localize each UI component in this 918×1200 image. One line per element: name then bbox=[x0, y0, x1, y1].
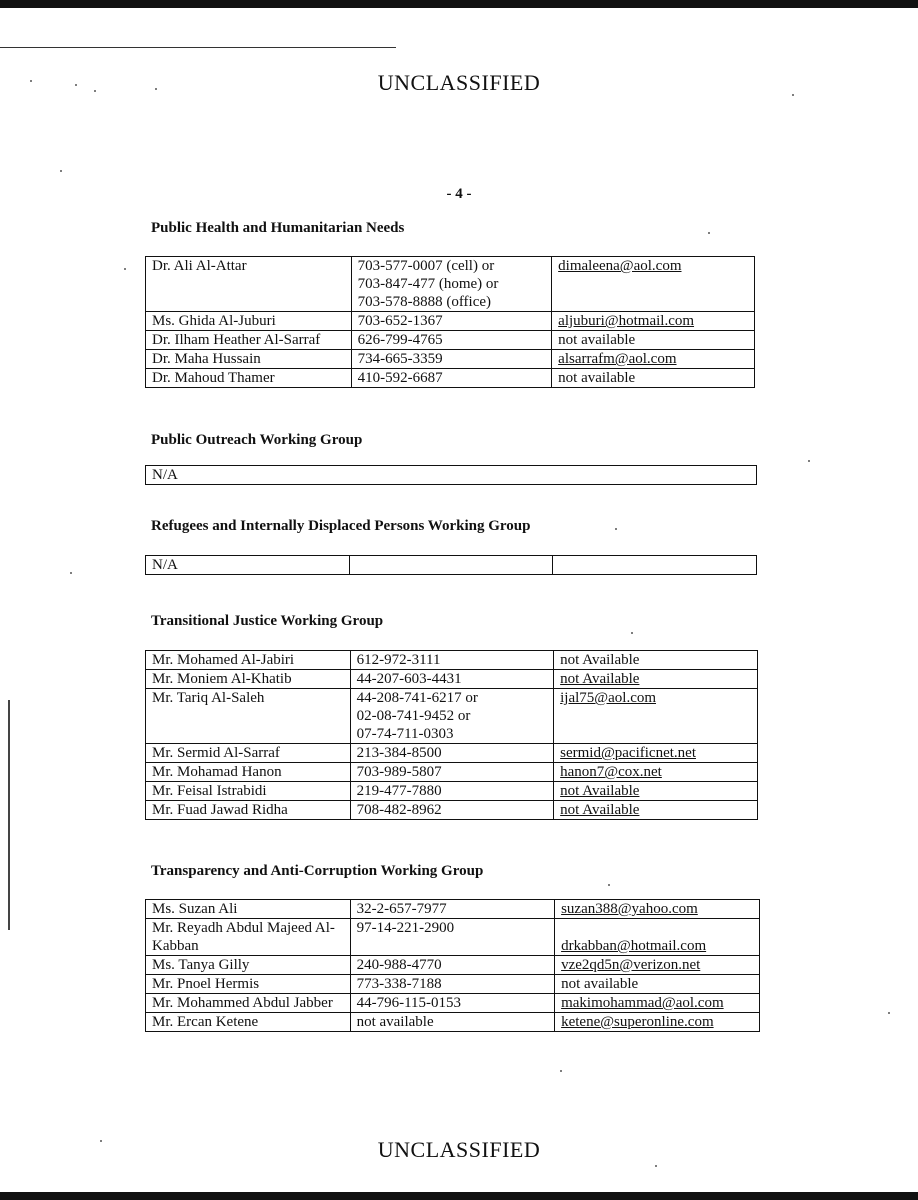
table-row bbox=[146, 350, 755, 369]
table-row bbox=[146, 689, 758, 744]
contact-name: Mr. Tariq Al-Saleh bbox=[146, 689, 351, 744]
scan-speck bbox=[560, 1070, 562, 1072]
scan-speck bbox=[70, 572, 72, 574]
contact-email: ketene@superonline.com bbox=[555, 1013, 760, 1032]
contact-email: makimohammad@aol.com bbox=[555, 994, 760, 1013]
table-row bbox=[146, 744, 758, 763]
contact-phone bbox=[349, 556, 553, 575]
scan-speck bbox=[60, 170, 62, 172]
scan-speck bbox=[615, 528, 617, 530]
contact-email: ijal75@aol.com bbox=[554, 689, 758, 744]
table-row bbox=[146, 556, 757, 575]
contact-name: Mr. Sermid Al-Sarraf bbox=[146, 744, 351, 763]
scan-speck bbox=[708, 232, 710, 234]
page-number: - 4 - bbox=[446, 186, 472, 202]
contact-name: Dr. Maha Hussain bbox=[146, 350, 352, 369]
scan-speck bbox=[792, 94, 794, 96]
contact-name: Mr. Mohamad Hanon bbox=[146, 763, 351, 782]
table-row bbox=[146, 369, 755, 388]
table-row bbox=[146, 257, 755, 312]
table-row bbox=[146, 801, 758, 820]
section-heading-refugees: Refugees and Internally Displaced Persons Working Group bbox=[151, 518, 531, 534]
contact-phone: 703-577-0007 (cell) or 703-847-477 (home) or 703-578-8888 (office) bbox=[351, 257, 552, 312]
contact-phone: 44-796-115-0153 bbox=[350, 994, 555, 1013]
scan-speck bbox=[608, 884, 610, 886]
contact-name: Dr. Ilham Heather Al-Sarraf bbox=[146, 331, 352, 350]
contact-email: alsarrafm@aol.com bbox=[552, 350, 755, 369]
scan-bottom-edge bbox=[0, 1192, 918, 1200]
contact-email: not Available bbox=[554, 651, 758, 670]
contact-phone: 734-665-3359 bbox=[351, 350, 552, 369]
contact-email: aljuburi@hotmail.com bbox=[552, 312, 755, 331]
contact-email: not available bbox=[555, 975, 760, 994]
contact-name: Mr. Fuad Jawad Ridha bbox=[146, 801, 351, 820]
classification-header: UNCLASSIFIED bbox=[377, 70, 541, 95]
contact-phone: 240-988-4770 bbox=[350, 956, 555, 975]
scan-left-mark bbox=[8, 700, 10, 930]
table-row bbox=[146, 1013, 760, 1032]
contacts-table-transitional-justice bbox=[145, 650, 758, 820]
contact-phone: 219-477-7880 bbox=[350, 782, 554, 801]
contact-email: drkabban@hotmail.com bbox=[555, 919, 760, 956]
table-row bbox=[146, 919, 760, 956]
contact-phone: 97-14-221-2900 bbox=[350, 919, 555, 956]
scan-speck bbox=[100, 1140, 102, 1142]
contact-name: Mr. Mohamed Al-Jabiri bbox=[146, 651, 351, 670]
contact-phone: 703-989-5807 bbox=[350, 763, 554, 782]
section-heading-transitional-justice: Transitional Justice Working Group bbox=[151, 613, 384, 629]
table-row bbox=[146, 956, 760, 975]
contact-email bbox=[553, 556, 757, 575]
contact-name: Mr. Feisal Istrabidi bbox=[146, 782, 351, 801]
section-heading-public-health: Public Health and Humanitarian Needs bbox=[151, 220, 405, 236]
table-row bbox=[146, 782, 758, 801]
contact-name: Ms. Suzan Ali bbox=[146, 900, 351, 919]
scan-speck bbox=[888, 1012, 890, 1014]
contact-phone: 773-338-7188 bbox=[350, 975, 555, 994]
contact-name: Ms. Tanya Gilly bbox=[146, 956, 351, 975]
table-row bbox=[146, 994, 760, 1013]
scan-speck bbox=[655, 1165, 657, 1167]
contact-phone: 708-482-8962 bbox=[350, 801, 554, 820]
contact-phone: 612-972-3111 bbox=[350, 651, 554, 670]
contact-name: Dr. Mahoud Thamer bbox=[146, 369, 352, 388]
contact-name: Ms. Ghida Al-Juburi bbox=[146, 312, 352, 331]
contact-name: Mr. Mohammed Abdul Jabber bbox=[146, 994, 351, 1013]
table-row bbox=[146, 331, 755, 350]
contact-name: Mr. Pnoel Hermis bbox=[146, 975, 351, 994]
table-row bbox=[146, 900, 760, 919]
contact-name: Mr. Reyadh Abdul Majeed Al-Kabban bbox=[146, 919, 351, 956]
scan-speck bbox=[124, 268, 126, 270]
contact-phone: 32-2-657-7977 bbox=[350, 900, 555, 919]
scan-speck bbox=[808, 460, 810, 462]
scan-speck bbox=[155, 88, 157, 90]
section-heading-public-outreach: Public Outreach Working Group bbox=[151, 432, 363, 448]
contacts-table-refugees bbox=[145, 555, 757, 575]
contact-name: Mr. Ercan Ketene bbox=[146, 1013, 351, 1032]
table-row bbox=[146, 312, 755, 331]
contact-phone: not available bbox=[350, 1013, 555, 1032]
contacts-table-transparency bbox=[145, 899, 760, 1032]
table-row bbox=[146, 763, 758, 782]
contact-email: not Available bbox=[554, 670, 758, 689]
section-heading-transparency: Transparency and Anti-Corruption Working Group bbox=[151, 863, 484, 879]
scan-speck bbox=[30, 80, 32, 82]
contact-email: not available bbox=[552, 369, 755, 388]
classification-footer: UNCLASSIFIED bbox=[377, 1137, 541, 1162]
contact-phone: 410-592-6687 bbox=[351, 369, 552, 388]
contact-name: N/A bbox=[146, 466, 757, 485]
contact-email: hanon7@cox.net bbox=[554, 763, 758, 782]
contact-email: not Available bbox=[554, 801, 758, 820]
contact-email: not Available bbox=[554, 782, 758, 801]
table-row bbox=[146, 651, 758, 670]
scan-top-edge bbox=[0, 0, 918, 8]
scan-speck bbox=[94, 90, 96, 92]
contact-name: Mr. Moniem Al-Khatib bbox=[146, 670, 351, 689]
table-row bbox=[146, 670, 758, 689]
table-row bbox=[146, 466, 757, 485]
header-rule bbox=[0, 47, 396, 48]
contact-name: N/A bbox=[146, 556, 350, 575]
contacts-table-public-health bbox=[145, 256, 755, 388]
contact-email: not available bbox=[552, 331, 755, 350]
table-row bbox=[146, 975, 760, 994]
contact-phone: 213-384-8500 bbox=[350, 744, 554, 763]
contact-email: dimaleena@aol.com bbox=[552, 257, 755, 312]
contacts-table-public-outreach bbox=[145, 465, 757, 485]
contact-phone: 703-652-1367 bbox=[351, 312, 552, 331]
contact-email: suzan388@yahoo.com bbox=[555, 900, 760, 919]
scan-speck bbox=[75, 84, 77, 86]
contact-phone: 626-799-4765 bbox=[351, 331, 552, 350]
scan-speck bbox=[631, 632, 633, 634]
contact-name: Dr. Ali Al-Attar bbox=[146, 257, 352, 312]
contact-email: sermid@pacificnet.net bbox=[554, 744, 758, 763]
contact-email: vze2qd5n@verizon.net bbox=[555, 956, 760, 975]
contact-phone: 44-207-603-4431 bbox=[350, 670, 554, 689]
contact-phone: 44-208-741-6217 or 02-08-741-9452 or 07-74-711-0303 bbox=[350, 689, 554, 744]
